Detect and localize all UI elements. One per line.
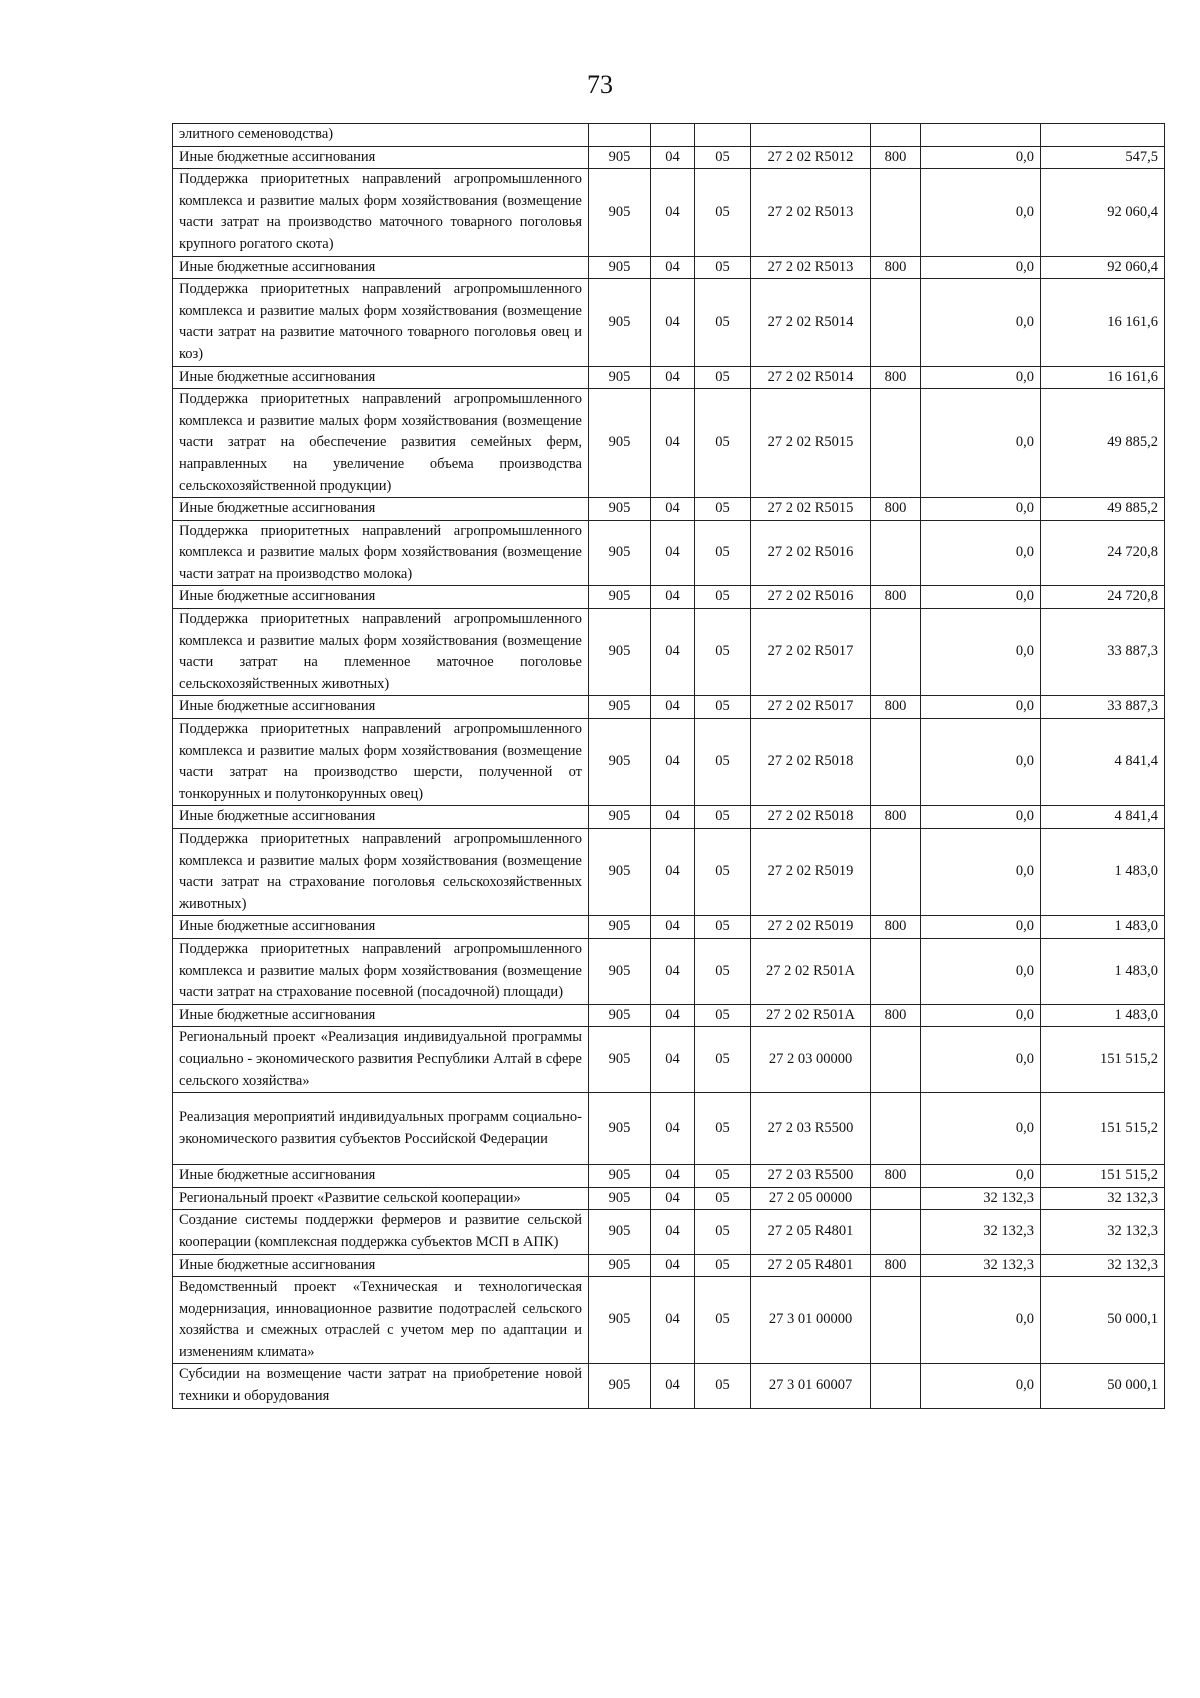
target-article-code: 27 2 02 R5014 [751, 366, 871, 389]
sum-second: 92 060,4 [1041, 169, 1165, 256]
subsection-code: 05 [695, 829, 751, 916]
sum-first: 0,0 [921, 586, 1041, 609]
sum-second: 33 887,3 [1041, 609, 1165, 696]
sum-second: 92 060,4 [1041, 256, 1165, 279]
grbs-code: 905 [589, 1277, 651, 1364]
row-name: Иные бюджетные ассигнования [173, 1004, 589, 1027]
section-code: 04 [651, 256, 695, 279]
grbs-code: 905 [589, 1093, 651, 1165]
table-row [173, 279, 1165, 366]
table-row [173, 124, 1165, 147]
sum-second: 16 161,6 [1041, 279, 1165, 366]
row-name: Поддержка приоритетных направлений агропромышленного комплекса и развитие малых форм хозяйствования (возмещение части затрат на племенное маточное поголовье сельскохозяйственных животных) [173, 609, 589, 696]
sum-second: 1 483,0 [1041, 829, 1165, 916]
sum-second: 16 161,6 [1041, 366, 1165, 389]
target-article-code: 27 3 01 60007 [751, 1364, 871, 1408]
sum-second: 151 515,2 [1041, 1027, 1165, 1093]
section-code: 04 [651, 1004, 695, 1027]
section-code: 04 [651, 609, 695, 696]
section-code: 04 [651, 498, 695, 521]
row-name: Иные бюджетные ассигнования [173, 916, 589, 939]
target-article-code: 27 2 05 00000 [751, 1187, 871, 1210]
subsection-code: 05 [695, 1093, 751, 1165]
table-row [173, 1210, 1165, 1254]
expense-type-code [871, 829, 921, 916]
row-name: Иные бюджетные ассигнования [173, 1254, 589, 1277]
grbs-code: 905 [589, 1364, 651, 1408]
section-code: 04 [651, 1093, 695, 1165]
section-code: 04 [651, 696, 695, 719]
grbs-code: 905 [589, 1027, 651, 1093]
table-row [173, 1165, 1165, 1188]
expense-type-code [871, 1277, 921, 1364]
row-name: Иные бюджетные ассигнования [173, 256, 589, 279]
sum-second: 50 000,1 [1041, 1364, 1165, 1408]
section-code: 04 [651, 806, 695, 829]
grbs-code: 905 [589, 586, 651, 609]
subsection-code: 05 [695, 1187, 751, 1210]
sum-second: 49 885,2 [1041, 389, 1165, 498]
table-row [173, 719, 1165, 806]
sum-first: 0,0 [921, 1093, 1041, 1165]
sum-first [921, 124, 1041, 147]
target-article-code: 27 2 03 00000 [751, 1027, 871, 1093]
sum-first: 0,0 [921, 916, 1041, 939]
sum-first: 0,0 [921, 829, 1041, 916]
sum-first: 0,0 [921, 146, 1041, 169]
row-name: Поддержка приоритетных направлений агропромышленного комплекса и развитие малых форм хозяйствования (возмещение части затрат на страхование посевной (посадочной) площади) [173, 938, 589, 1004]
subsection-code: 05 [695, 256, 751, 279]
grbs-code: 905 [589, 1210, 651, 1254]
expense-type-code [871, 169, 921, 256]
table-row [173, 938, 1165, 1004]
sum-first: 0,0 [921, 498, 1041, 521]
grbs-code: 905 [589, 719, 651, 806]
table-row [173, 1004, 1165, 1027]
subsection-code: 05 [695, 520, 751, 586]
subsection-code: 05 [695, 806, 751, 829]
expense-type-code: 800 [871, 1165, 921, 1188]
row-name: Иные бюджетные ассигнования [173, 146, 589, 169]
subsection-code: 05 [695, 916, 751, 939]
row-name: Реализация мероприятий индивидуальных программ социально-экономического развития субъектов Российской Федерации [173, 1093, 589, 1165]
section-code: 04 [651, 169, 695, 256]
grbs-code: 905 [589, 1254, 651, 1277]
table-row [173, 916, 1165, 939]
row-name: Поддержка приоритетных направлений агропромышленного комплекса и развитие малых форм хозяйствования (возмещение части затрат на производство шерсти, полученной от тонкорунных и полутонкорунных овец) [173, 719, 589, 806]
grbs-code: 905 [589, 256, 651, 279]
subsection-code: 05 [695, 279, 751, 366]
sum-first: 0,0 [921, 1165, 1041, 1188]
grbs-code: 905 [589, 829, 651, 916]
expense-type-code [871, 279, 921, 366]
target-article-code: 27 2 02 R5013 [751, 256, 871, 279]
table-row [173, 1364, 1165, 1408]
target-article-code: 27 2 02 R5018 [751, 806, 871, 829]
target-article-code: 27 2 02 R5016 [751, 520, 871, 586]
table-row [173, 256, 1165, 279]
section-code: 04 [651, 829, 695, 916]
section-code: 04 [651, 916, 695, 939]
row-name: Создание системы поддержки фермеров и развитие сельской кооперации (комплексная поддержка субъектов МСП в АПК) [173, 1210, 589, 1254]
sum-second: 24 720,8 [1041, 586, 1165, 609]
sum-first: 0,0 [921, 1277, 1041, 1364]
expense-type-code [871, 1364, 921, 1408]
sum-first: 32 132,3 [921, 1187, 1041, 1210]
subsection-code: 05 [695, 1004, 751, 1027]
subsection-code: 05 [695, 1027, 751, 1093]
table-row [173, 829, 1165, 916]
table-row [173, 169, 1165, 256]
section-code: 04 [651, 1165, 695, 1188]
section-code: 04 [651, 366, 695, 389]
row-name: Иные бюджетные ассигнования [173, 366, 589, 389]
grbs-code: 905 [589, 498, 651, 521]
expense-type-code: 800 [871, 916, 921, 939]
target-article-code: 27 3 01 00000 [751, 1277, 871, 1364]
row-name: Иные бюджетные ассигнования [173, 586, 589, 609]
subsection-code [695, 124, 751, 147]
expense-type-code [871, 389, 921, 498]
target-article-code: 27 2 02 R5018 [751, 719, 871, 806]
subsection-code: 05 [695, 719, 751, 806]
row-name: Иные бюджетные ассигнования [173, 696, 589, 719]
expense-type-code: 800 [871, 256, 921, 279]
row-name: Региональный проект «Реализация индивидуальной программы социально - экономического развития Республики Алтай в сфере сельского хозяйства» [173, 1027, 589, 1093]
sum-second: 547,5 [1041, 146, 1165, 169]
target-article-code: 27 2 05 R4801 [751, 1210, 871, 1254]
grbs-code [589, 124, 651, 147]
expense-type-code [871, 124, 921, 147]
sum-second [1041, 124, 1165, 147]
subsection-code: 05 [695, 586, 751, 609]
table-body [173, 124, 1165, 1409]
page-number: 73 [587, 70, 613, 99]
target-article-code: 27 2 02 R5019 [751, 829, 871, 916]
table-row [173, 389, 1165, 498]
sum-second: 1 483,0 [1041, 938, 1165, 1004]
sum-first: 0,0 [921, 279, 1041, 366]
sum-second: 32 132,3 [1041, 1210, 1165, 1254]
grbs-code: 905 [589, 1165, 651, 1188]
sum-first: 0,0 [921, 1364, 1041, 1408]
subsection-code: 05 [695, 938, 751, 1004]
subsection-code: 05 [695, 1364, 751, 1408]
section-code: 04 [651, 1187, 695, 1210]
table-row [173, 609, 1165, 696]
row-name: Субсидии на возмещение части затрат на приобретение новой техники и оборудования [173, 1364, 589, 1408]
subsection-code: 05 [695, 146, 751, 169]
expense-type-code [871, 1093, 921, 1165]
section-code: 04 [651, 586, 695, 609]
sum-first: 0,0 [921, 520, 1041, 586]
section-code: 04 [651, 938, 695, 1004]
row-name: Иные бюджетные ассигнования [173, 806, 589, 829]
expense-type-code [871, 1210, 921, 1254]
row-name: Иные бюджетные ассигнования [173, 498, 589, 521]
table-row [173, 146, 1165, 169]
table-row [173, 806, 1165, 829]
expense-type-code: 800 [871, 1254, 921, 1277]
table-row [173, 696, 1165, 719]
target-article-code: 27 2 02 R501A [751, 1004, 871, 1027]
grbs-code: 905 [589, 916, 651, 939]
sum-first: 0,0 [921, 806, 1041, 829]
section-code: 04 [651, 719, 695, 806]
sum-second: 1 483,0 [1041, 1004, 1165, 1027]
row-name: Иные бюджетные ассигнования [173, 1165, 589, 1188]
expense-type-code [871, 719, 921, 806]
section-code: 04 [651, 279, 695, 366]
sum-second: 4 841,4 [1041, 806, 1165, 829]
target-article-code: 27 2 02 R5017 [751, 696, 871, 719]
sum-second: 24 720,8 [1041, 520, 1165, 586]
expense-type-code: 800 [871, 696, 921, 719]
sum-first: 0,0 [921, 169, 1041, 256]
subsection-code: 05 [695, 389, 751, 498]
target-article-code: 27 2 02 R5013 [751, 169, 871, 256]
target-article-code: 27 2 02 R5012 [751, 146, 871, 169]
target-article-code: 27 2 02 R5014 [751, 279, 871, 366]
section-code: 04 [651, 1254, 695, 1277]
sum-first: 0,0 [921, 366, 1041, 389]
target-article-code: 27 2 03 R5500 [751, 1165, 871, 1188]
expense-type-code [871, 1187, 921, 1210]
subsection-code: 05 [695, 169, 751, 256]
grbs-code: 905 [589, 279, 651, 366]
row-name: Поддержка приоритетных направлений агропромышленного комплекса и развитие малых форм хозяйствования (возмещение части затрат на страхование поголовья сельскохозяйственных животных) [173, 829, 589, 916]
row-name: Поддержка приоритетных направлений агропромышленного комплекса и развитие малых форм хозяйствования (возмещение части затрат на производство маточного товарного поголовья крупного рогатого скота) [173, 169, 589, 256]
subsection-code: 05 [695, 696, 751, 719]
section-code: 04 [651, 146, 695, 169]
sum-second: 151 515,2 [1041, 1093, 1165, 1165]
sum-first: 32 132,3 [921, 1210, 1041, 1254]
target-article-code: 27 2 02 R5016 [751, 586, 871, 609]
table-row [173, 1277, 1165, 1364]
sum-first: 0,0 [921, 256, 1041, 279]
table-row [173, 520, 1165, 586]
row-name: Ведомственный проект «Техническая и технологическая модернизация, инновационное развитие подотраслей сельского хозяйства и смежных отраслей с учетом мер по адаптации и изменениям климата» [173, 1277, 589, 1364]
target-article-code: 27 2 02 R5015 [751, 389, 871, 498]
expense-type-code [871, 1027, 921, 1093]
section-code: 04 [651, 389, 695, 498]
grbs-code: 905 [589, 169, 651, 256]
grbs-code: 905 [589, 1004, 651, 1027]
expense-type-code: 800 [871, 806, 921, 829]
grbs-code: 905 [589, 389, 651, 498]
sum-second: 33 887,3 [1041, 696, 1165, 719]
table-row [173, 1254, 1165, 1277]
sum-first: 0,0 [921, 696, 1041, 719]
budget-table [172, 123, 1165, 1409]
target-article-code: 27 2 02 R5015 [751, 498, 871, 521]
sum-first: 0,0 [921, 1027, 1041, 1093]
sum-second: 32 132,3 [1041, 1187, 1165, 1210]
row-name: Поддержка приоритетных направлений агропромышленного комплекса и развитие малых форм хозяйствования (возмещение части затрат на развитие маточного товарного поголовья овец и коз) [173, 279, 589, 366]
section-code: 04 [651, 1277, 695, 1364]
expense-type-code: 800 [871, 1004, 921, 1027]
row-name: Поддержка приоритетных направлений агропромышленного комплекса и развитие малых форм хозяйствования (возмещение части затрат на обеспечение развития семейных ферм, направленных на увеличение объема производства сельскохозяйственной продукции) [173, 389, 589, 498]
sum-first: 0,0 [921, 719, 1041, 806]
grbs-code: 905 [589, 938, 651, 1004]
grbs-code: 905 [589, 146, 651, 169]
sum-first: 0,0 [921, 389, 1041, 498]
subsection-code: 05 [695, 1165, 751, 1188]
sum-second: 50 000,1 [1041, 1277, 1165, 1364]
subsection-code: 05 [695, 366, 751, 389]
grbs-code: 905 [589, 520, 651, 586]
table-row [173, 366, 1165, 389]
section-code [651, 124, 695, 147]
section-code: 04 [651, 1027, 695, 1093]
target-article-code: 27 2 02 R5019 [751, 916, 871, 939]
grbs-code: 905 [589, 696, 651, 719]
section-code: 04 [651, 1210, 695, 1254]
grbs-code: 905 [589, 806, 651, 829]
row-name: элитного семеноводства) [173, 124, 589, 147]
row-name: Региональный проект «Развитие сельской кооперации» [173, 1187, 589, 1210]
sum-first: 0,0 [921, 938, 1041, 1004]
expense-type-code [871, 609, 921, 696]
expense-type-code: 800 [871, 146, 921, 169]
sum-first: 0,0 [921, 1004, 1041, 1027]
target-article-code: 27 2 05 R4801 [751, 1254, 871, 1277]
sum-second: 49 885,2 [1041, 498, 1165, 521]
subsection-code: 05 [695, 609, 751, 696]
sum-second: 32 132,3 [1041, 1254, 1165, 1277]
subsection-code: 05 [695, 1254, 751, 1277]
target-article-code: 27 2 03 R5500 [751, 1093, 871, 1165]
table-row [173, 1027, 1165, 1093]
row-name: Поддержка приоритетных направлений агропромышленного комплекса и развитие малых форм хозяйствования (возмещение части затрат на производство молока) [173, 520, 589, 586]
grbs-code: 905 [589, 1187, 651, 1210]
subsection-code: 05 [695, 498, 751, 521]
subsection-code: 05 [695, 1210, 751, 1254]
target-article-code: 27 2 02 R501A [751, 938, 871, 1004]
sum-first: 32 132,3 [921, 1254, 1041, 1277]
expense-type-code: 800 [871, 586, 921, 609]
grbs-code: 905 [589, 366, 651, 389]
sum-second: 1 483,0 [1041, 916, 1165, 939]
expense-type-code [871, 938, 921, 1004]
grbs-code: 905 [589, 609, 651, 696]
section-code: 04 [651, 1364, 695, 1408]
section-code: 04 [651, 520, 695, 586]
expense-type-code: 800 [871, 498, 921, 521]
target-article-code: 27 2 02 R5017 [751, 609, 871, 696]
sum-first: 0,0 [921, 609, 1041, 696]
sum-second: 151 515,2 [1041, 1165, 1165, 1188]
target-article-code [751, 124, 871, 147]
expense-type-code [871, 520, 921, 586]
table-row [173, 1093, 1165, 1165]
table-row [173, 1187, 1165, 1210]
expense-type-code: 800 [871, 366, 921, 389]
sum-second: 4 841,4 [1041, 719, 1165, 806]
subsection-code: 05 [695, 1277, 751, 1364]
table-row [173, 586, 1165, 609]
table-row [173, 498, 1165, 521]
